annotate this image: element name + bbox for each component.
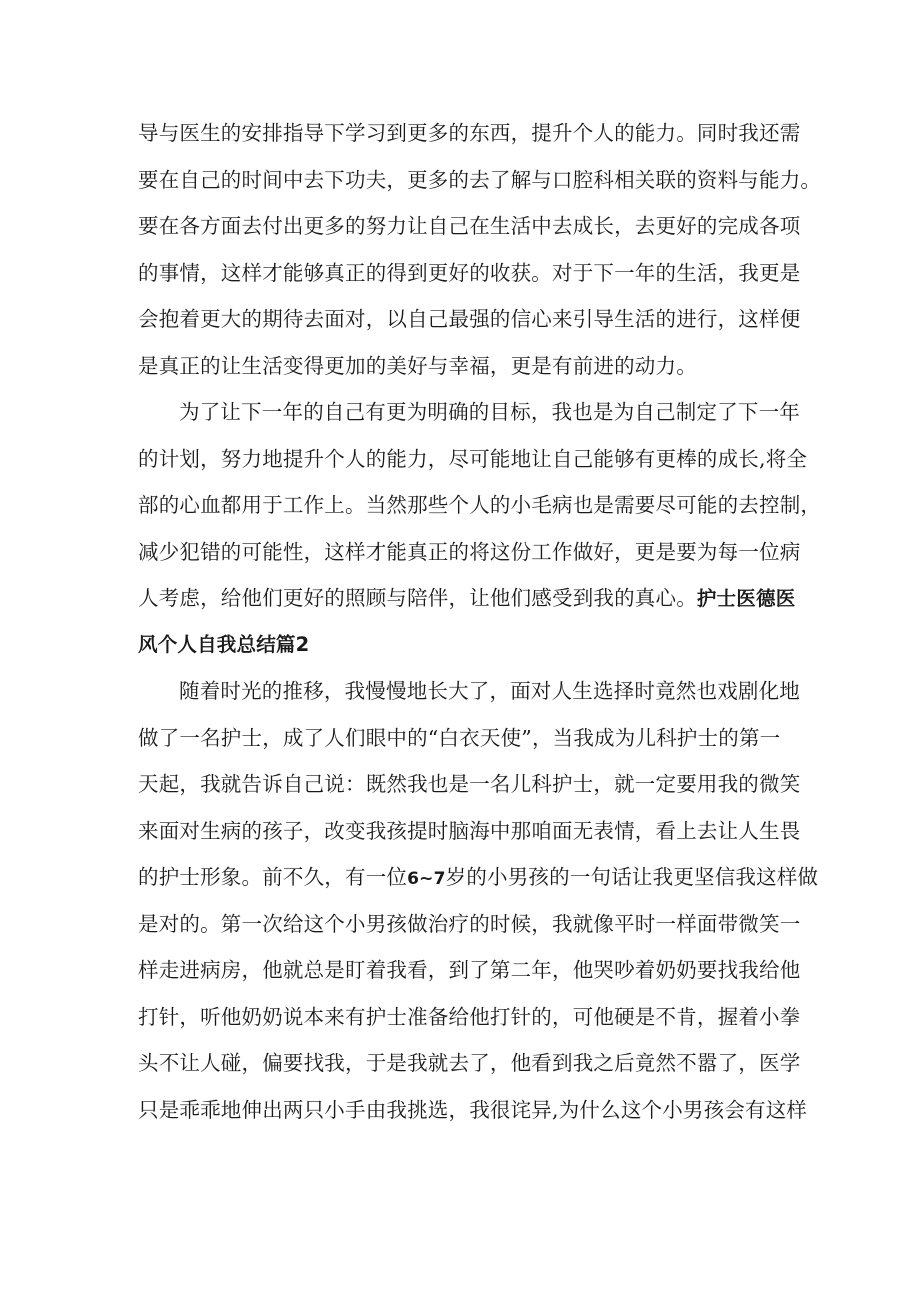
- text-line: 随着时光的推移，我慢慢地长大了，面对人生选择时竟然也戏剧化地: [179, 679, 800, 703]
- text-line: 做了一名护士，成了人们眼中的“白衣天使”，当我成为儿科护士的第一: [138, 725, 781, 750]
- text-line: 天起，我就告诉自己说：既然我也是一名儿科护士，就一定要用我的微笑: [138, 772, 801, 796]
- section-heading-part-2: 风个人自我总结篇2: [138, 632, 310, 656]
- paragraph-2-last-text: 人考虑，给他们更好的照顾与陪伴，让他们感受到我的真心。: [138, 586, 697, 610]
- text-line: 打针，听他奶奶说本来有护士准备给他打针的，可他硬是不肯，握着小拳: [138, 1004, 801, 1029]
- text-line: 要在各方面去付出更多的努力让自己在生活中去成长，去更好的完成各项: [138, 214, 801, 238]
- text-line: [138, 854, 819, 901]
- paragraph-3: [138, 668, 819, 1133]
- text-line: 是对的。第一次给这个小男孩做治疗的时候，我就像平时一样面带微笑一: [138, 911, 801, 936]
- text-line: 的事情，这样才能够真正的得到更好的收获。对于下一年的生活，我更是: [138, 260, 801, 285]
- text-line: 是真正的让生活变得更加的美好与幸福，更是有前进的动力。: [138, 353, 697, 378]
- text-line: 减少犯错的可能性，这样才能真正的将这份工作做好，更是要为每一位病: [138, 539, 801, 564]
- text-line: 只是乖乖地伸出两只小手由我挑选，我很诧异,为什么这个小男孩会有这样: [138, 1097, 808, 1122]
- text-line: 来面对生病的孩子，改变我孩提时脑海中那咱面无表情，看上去让人生畏: [138, 818, 801, 843]
- text-line: [138, 575, 800, 622]
- text-line: 样走进病房，他就总是盯着我看，到了第二年，他哭吵着奶奶要找我给他: [138, 958, 801, 982]
- age-line-after: 岁的小男孩的一句话让我更坚信我这样做: [445, 865, 819, 889]
- text-line: 为了让下一年的自己有更为明确的目标，我也是为自己制定了下一年: [179, 400, 800, 424]
- text-line: 部的心血都用于工作上。当然那些个人的小毛病也是需要尽可能的去控制，: [138, 493, 822, 517]
- text-line: 的计划，努力地提升个人的能力，尽可能地让自己能够有更棒的成长,将全: [138, 446, 808, 471]
- age-line-before: 的护士形象。前不久，有一位: [138, 865, 408, 889]
- age-number: 6~7: [407, 869, 446, 889]
- paragraph-1: [138, 110, 822, 389]
- paragraph-2: [138, 389, 822, 668]
- text-line: 头不让人碰，偏要找我，于是我就去了，他看到我之后竟然不嚣了，医学: [138, 1051, 801, 1075]
- text-line: 会抱着更大的期待去面对，以自己最强的信心来引导生活的进行，这样便: [138, 307, 801, 331]
- text-line: 要在自己的时间中去下功夫，更多的去了解与口腔科相关联的资料与能力。: [138, 167, 822, 192]
- text-line: 导与医生的安排指导下学习到更多的东西，提升个人的能力。同时我还需: [138, 121, 801, 145]
- section-heading-part-1: 护士医德医: [696, 587, 796, 610]
